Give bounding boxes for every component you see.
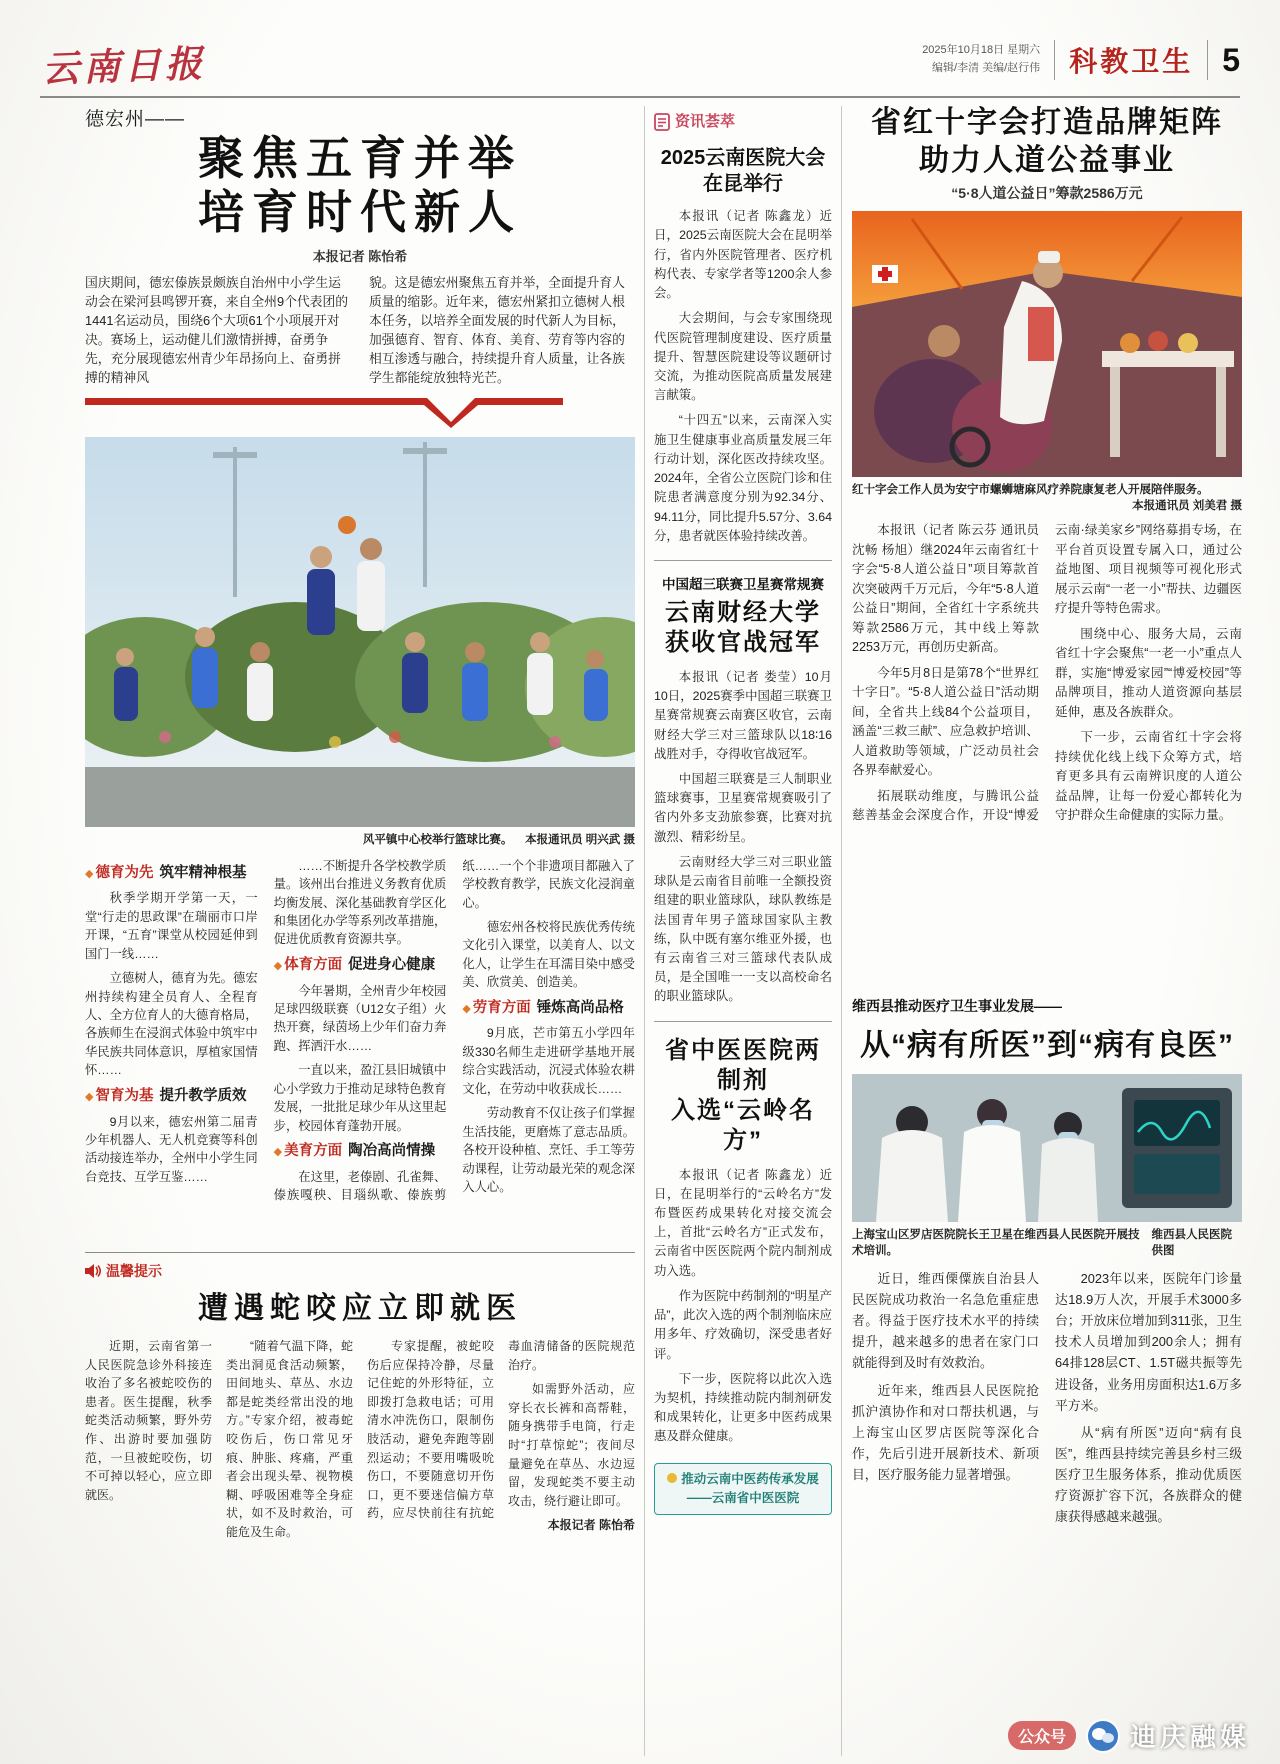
lead-paragraphs [85,273,635,388]
section-label: 劳育方面 [472,999,531,1016]
body-paragraph: 近期，云南省第一人民医院急诊外科接连收治了多名被蛇咬伤的患者。医生提醒，秋季蛇类活动频繁，野外劳作、出游时要加强防范，一旦被蛇咬伤，切不可掉以轻心，应立即就医。 [85,1339,212,1502]
media-logo-icon [1086,1719,1120,1753]
diamond-icon: ◆ [273,959,283,972]
article-snake-tip [85,1252,635,1542]
section-title: 科教卫生 [1069,46,1194,77]
rule [654,1021,832,1022]
briefs-label-row [654,110,832,133]
body-paragraph: 近年来，维西县人民医院抢抓沪滇协作和对口帮扶机遇，与上海宝山区罗店医院等深化合作，先后引进开展新技术、新项目，医疗服务能力显著增强。 [852,1382,1039,1482]
body-paragraph: 在这里，老傣剧、孔雀舞、傣族嘎秧、目瑙纵歌、傣族剪纸……一个个非遗项目都融入了学校教育教学，民族文化浸润童心。 [273,858,635,1203]
briefs-label: 资讯荟萃 [675,113,736,130]
date-editors [922,42,1040,77]
body-paragraph: 专家提醒，被蛇咬伤后应保持冷静，尽量记住蛇的外形特征，立即拨打急救电话；可用清水冲洗伤口，限制伤肢活动，避免奔跑等剧烈运动；不要用嘴吸吮伤口，不要随意切开伤口，更不要迷信偏方草药，应尽快前往有抗蛇毒血清储备的医院规范治疗。 [367,1339,635,1521]
promo-line2: ——云南省中医医院 [686,1491,800,1506]
body-paragraph: 立德树人，德育为先。德宏州持续构建全员育人、全程育人、全方位育人的大德育格局，各族师生在浸润式体验中筑牢中华民族共同体意识，厚植家国情怀…… [85,971,258,1078]
body-paragraph: 一直以来，盈江县旧城镇中心小学致力于推动足球特色教育发展，一批批足球少年从这里起步，校园体育蓬勃开展。 [273,1063,447,1133]
photo-caption: 风平镇中心校举行篮球比赛。 [362,833,513,846]
article-body [852,521,1242,829]
diamond-icon: ◆ [85,1090,94,1103]
brief-kicker: 中国超三联赛卫星赛常规赛 [662,576,824,592]
section-title: 促进身心健康 [348,956,436,973]
body-paragraph: 本报讯（记者 陈云芬 通讯员 沈畅 杨旭）继2024年云南省红十字会“5·8人道公益日”项目筹款首次突破两千万元后，今年“5·8人道公益日”期间，全省红十字系统共筹款2586万元，其中线上筹款2253万元，再创历史新高。 [852,523,1039,655]
section-label: 智育为基 [95,1087,154,1104]
photo-caption: 红十字会工作人员为安宁市螺蛳塘麻风疗养院康复老人开展陪伴服务。 [852,484,1209,496]
document-icon [654,113,670,131]
photo-caption-row [85,831,635,847]
brief-headline: 省中医医院两制剂 入选“云岭名方” [665,1036,821,1154]
page-number: 5 [1222,41,1240,78]
body-paragraph: 近日，维西傈僳族自治县人民医院成功救治一名急危重症患者。得益于医疗技术水平的持续提升，越来越多的患者在家门口就能得到及时有效救治。 [852,1271,1039,1371]
body-paragraph: 今年暑期，全州青少年校园足球四级联赛（U12女子组）火热开赛，绿茵场上少年们奋力奔跑、挥洒汗水…… [273,983,447,1053]
speaker-icon [85,1264,101,1278]
section-head [274,955,447,977]
newspaper-logo: 云南日报 [41,41,207,91]
body-paragraph: 云南财经大学三对三职业篮球队是云南省目前唯一全额投资组建的职业篮球队，球队教练是法国青年男子篮球国家队主教练，队中既有塞尔维亚外援，也有云南省三对三篮球代表队成员，是全国唯一一支以高校命名的职业篮球队。 [654,854,832,1004]
section-label: 体育方面 [284,956,343,973]
tip-body [85,1337,635,1542]
body-paragraph: 中国超三联赛是三人制职业篮球赛事，卫星赛常规赛吸引了省内外多支劲旅参赛，比赛对抗激烈、精彩纷呈。 [654,771,832,844]
body-paragraph: 如需野外活动，应穿长衣长裤和高帮鞋，随身携带手电筒，行走时“打草惊蛇”；夜间尽量避免在草丛、水边逗留，发现蛇类不要主动攻击，绕行避让即可。 [508,1382,635,1508]
redcross-photo [852,211,1242,477]
body-paragraph: ……不断提升各学校教学质量。该州出台推进义务教育优质均衡发展、深化基础教育学区化和集团化办学等系列改革措施，促进优质教育资源共享。 [273,858,447,947]
body-paragraph: 下一步，医院将以此次入选为契机，持续推动院内制剂研发和成果转化，让更多中医药成果惠及群众健康。 [654,1371,832,1444]
column-divider [841,106,842,1756]
promo-line1: 推动云南中医药传承发展 [681,1471,819,1486]
lead-col-2: 貌。这是德宏州聚焦五育并举，全面提升育人质量的缩影。近年来，德宏州紧扣立德树人根本任务，以培养全面发展的时代新人为目标，加强德育、智育、体育、美育、劳育等内容的相互渗透与融合，持续提升育人质量，让各族学生都能绽放独特光芒。 [369,274,625,386]
section-head [274,1141,447,1163]
section-label: 德育为先 [95,864,154,881]
body-paragraph: 拓展联动维度，与腾讯公益慈善基金会深度合作，开设“博爱云南·绿美家乡”网络募捐专场，在平台首页设置专属入口，通过公益地图、项目视频等可视化形式展示云南“一老一小”帮扶、边疆医疗提升等特色需求。 [852,523,1242,823]
article-body [85,857,635,1205]
brief-headline: 2025云南医院大会在昆举行 [660,147,826,196]
photo-credit: 本报通讯员 明兴武 摄 [525,833,635,846]
article-body [852,1268,1242,1527]
article-redcross [852,104,1242,829]
body-paragraph: 劳动教育不仅让孩子们掌握生活技能，更磨炼了意志品质。各校开设种植、烹饪、手工等劳动课程，让劳动最光荣的观念深入人心。 [462,1106,635,1194]
article-dehong [85,104,635,1205]
article-weixi [852,996,1242,1527]
section-head [85,1086,258,1108]
article-kicker: 维西县推动医疗卫生事业发展—— [852,998,1062,1014]
body-paragraph: 本报讯（记者 陈鑫龙）近日，在昆明举行的“云岭名方”发布暨医药成果转化对接交流会上，首批“云岭名方”正式发布，云南省中医医院两个院内制剂成功入选。 [654,1167,832,1278]
rule [654,560,832,561]
photo-caption: 上海宝山区罗店医院院长王卫星在维西县人民医院开展技术培训。 [852,1229,1140,1257]
brief-headline: 云南财经大学 获收官战冠军 [665,598,821,656]
promo-box [654,1463,832,1516]
article-subtitle: “5·8人道公益日”筹款2586万元 [951,185,1143,201]
briefs-column [654,110,832,1515]
basketball-photo [85,437,635,827]
body-paragraph: 今年5月8日是第78个“世界红十字日”。“5·8人道公益日”活动期间，全省共上线84个公益项目，涵盖“三救三献”、应急救护培训、人道救助等领域，广泛动员社会各界奉献爱心。 [852,665,1039,778]
body-paragraph: “随着气温下降，蛇类出洞觅食活动频繁，田间地头、草丛、水边都是蛇类经常出没的地方。”专家介绍，被毒蛇咬伤后，伤口常见牙痕、肿胀、疼痛，严重者会出现头晕、视物模糊、呼吸困难等全身症状，如不及时救治，可能危及生命。 [226,1339,353,1539]
body-paragraph: 2023年以来，医院年门诊量达18.9万人次，开展手术3000多台；开放床位增加到311张，卫生技术人员增加到200余人；拥有64排128层CT、1.5T磁共振等先进设备，业务用房面积达1.6万多平方米。 [1055,1271,1242,1413]
body-paragraph: 9月底，芒市第五小学四年级330名师生走进研学基地开展综合实践活动，沉浸式体验农耕文化，在劳动中收获成长…… [462,1026,635,1096]
header-rule [40,96,1240,98]
tip-label: 温馨提示 [106,1263,162,1279]
body-paragraph: 9月以来，德宏州第二届青少年机器人、无人机竞赛等科创活动接连举办，全州中小学生同台竞技、互学互鉴…… [85,1114,258,1184]
watermark-name: 迪庆融媒 [1129,1722,1250,1752]
promo-icon [667,1473,677,1483]
body-paragraph: 本报讯（记者 陈鑫龙）近日，2025云南医院大会在昆明举行，省内外医院管理者、医疗机构代表、专家学者等1200余人参会。 [654,209,832,301]
body-paragraph: 大会期间，与会专家围绕现代医院管理制度建设、医疗质量提升、智慧医院建设等议题研讨交流，为推动医院高质量发展建言献策。 [654,311,832,403]
photo-credit: 维西县人民医院供图 [1151,1229,1233,1257]
diamond-icon: ◆ [273,1146,283,1159]
body-paragraph: 下一步，云南省红十字会将持续优化线上线下众筹方式，培育更多具有云南辨识度的人道公益品牌，让每一份爱心都转化为守护群众生命健康的实际力量。 [1055,730,1242,823]
diamond-icon: ◆ [462,1002,471,1015]
section-title: 陶冶高尚情操 [348,1143,436,1160]
section-head [462,998,635,1020]
body-paragraph: “十四五”以来，云南深入实施卫生健康事业高质量发展三年行动计划，深化医改持续攻坚。2024年，全省公立医院门诊和住院患者满意度分别为92.34分、94.11分，同比提升5.57分、3.64分，患者就医体验持续改善。 [654,413,832,543]
section-title: 筑牢精神根基 [159,864,247,881]
body-paragraph: 本报讯（记者 娄莹）10月10日，2025赛季中国超三联赛卫星赛常规赛云南赛区收官，云南财经大学三对三篮球队以18∶16战胜对手，夺得收官战冠军。 [654,669,832,761]
column-divider [644,106,645,1756]
body-paragraph: 秋季学期开学第一天，一堂“行走的思政课”在瑞丽市口岸开课，“五育”课堂从校园延伸到国门一线…… [85,891,258,961]
lead-col-1: 国庆期间，德宏傣族景颇族自治州中小学生运动会在梁河县鸣锣开赛，来自全州9个代表团的1441名运动员，围绕6个大项61个小项展开对决。赛场上，运动健儿们激情拼搏，奋勇争先，充分展现德宏州青少年昂扬向上、奋勇拼搏的精神风 [85,274,349,386]
body-paragraph: 从“病有所医”迈向“病有良医”，维西县持续完善县乡村三级医疗卫生服务体系，推动优质医疗资源扩容下沉，各族群众的健康获得感越来越强。 [1055,1424,1242,1525]
section-title: 提升教学质效 [159,1087,247,1104]
photo-credit: 本报通讯员 刘美君 摄 [1132,500,1242,512]
date-line: 2025年10月18日 星期六 [922,44,1041,57]
header-divider [1054,40,1055,80]
header-right [922,40,1240,80]
wechat-badge: 公众号 [1008,1721,1076,1750]
watermark [1008,1717,1250,1754]
article-headline: 省红十字会打造品牌矩阵 助力人道公益事业 [871,106,1223,177]
body-paragraph: 作为医院中药制剂的“明星产品”，此次入选的两个制剂临床应用多年、疗效确切，深受患者好评。 [654,1288,832,1361]
section-title: 锤炼高尚品格 [536,999,624,1016]
photo-caption-row [852,1226,1242,1258]
diamond-icon: ◆ [85,867,94,880]
section-label: 美育方面 [284,1143,343,1160]
section-head [85,863,258,885]
tip-label-row [85,1261,635,1281]
tip-headline: 遭遇蛇咬应立即就医 [198,1292,522,1325]
header-divider [1207,40,1208,80]
editors-line: 编辑/李清 美编/赵行伟 [932,62,1041,74]
hospital-training-photo [852,1074,1242,1222]
article-kicker: 德宏州—— [85,109,186,130]
red-ribbon-decoration [85,394,565,428]
article-headline: 从“病有所医”到“病有良医” [860,1029,1234,1062]
article-headline: 聚焦五育并举 培育时代新人 [198,132,522,239]
body-paragraph: 德宏州各校将民族优秀传统文化引入课堂，以美育人、以文化人，让学生在耳濡目染中感受美、欣赏美、创造美。 [462,919,635,990]
body-paragraph: 围绕中心、服务大局，云南省红十字会聚焦“一老一小”重点人群，实施“博爱家园”“博爱校园”等品牌项目，推动人道资源向基层延伸，惠及各族群众。 [1055,626,1242,719]
article-sign: 本报记者 陈怡希 [547,1518,635,1533]
byline: 本报记者 陈怡希 [312,248,408,264]
